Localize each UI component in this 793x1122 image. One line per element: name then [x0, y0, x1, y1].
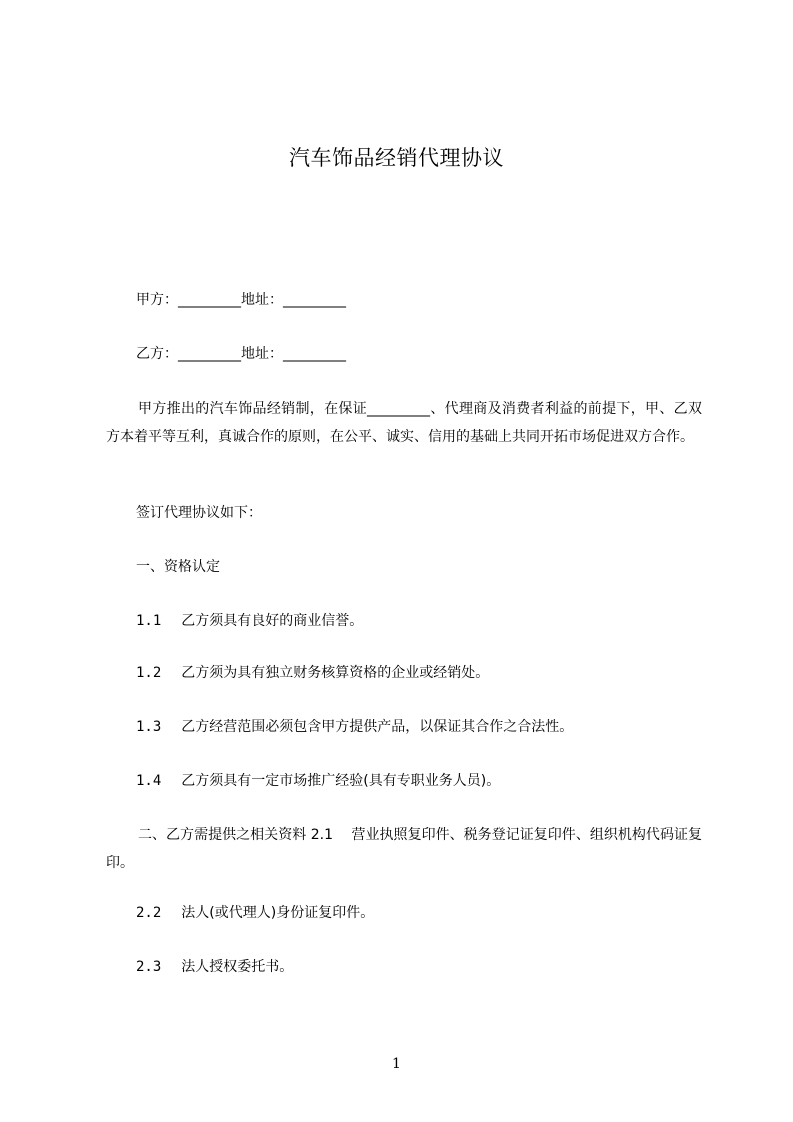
page-number: 1 — [392, 1056, 401, 1072]
clause-number: 1.1 — [136, 613, 162, 629]
intro-paragraph: 甲方推出的汽车饰品经销制，在保证_________、代理商及消费者利益的前提下，甲、乙双方本着平等互利，真诚合作的原则，在公平、诚实、信用的基础上共同开拓市场促进双方合作。 — [106, 401, 702, 445]
clause-1-3 — [136, 717, 573, 737]
clause-text: 乙方须为具有独立财务核算资格的企业或经销处。 — [181, 665, 490, 681]
clause-2-2 — [136, 903, 374, 923]
clause-text: 乙方须具有良好的商业信誉。 — [181, 613, 364, 629]
clause-1-4 — [136, 771, 500, 791]
agreement-lead: 签订代理协议如下： — [136, 505, 262, 521]
clause-1-2 — [136, 663, 489, 683]
section-2-paragraph: 二、乙方需提供之相关资料 2.1 营业执照复印件、税务登记证复印件、组织机构代码证复印。 — [106, 827, 702, 871]
clause-text: 法人(或代理人)身份证复印件。 — [181, 905, 375, 921]
party-b-line: 乙方：_________地址：_________ — [136, 346, 346, 362]
party-a-line: 甲方：_________地址：_________ — [136, 292, 346, 308]
document-title: 汽车饰品经销代理协议 — [289, 146, 504, 170]
clause-number: 1.4 — [136, 773, 162, 789]
clause-number: 2.3 — [136, 959, 162, 975]
clause-number: 1.2 — [136, 665, 162, 681]
section-1-heading: 一、资格认定 — [136, 559, 220, 575]
clause-1-1 — [136, 611, 363, 631]
clause-text: 乙方须具有一定市场推广经验(具有专职业务人员)。 — [181, 773, 501, 789]
clause-text: 乙方经营范围必须包含甲方提供产品，以保证其合作之合法性。 — [181, 719, 574, 735]
clause-text: 法人授权委托书。 — [181, 959, 294, 975]
clause-2-3 — [136, 957, 293, 977]
clause-number: 1.3 — [136, 719, 162, 735]
clause-number: 2.2 — [136, 905, 162, 921]
